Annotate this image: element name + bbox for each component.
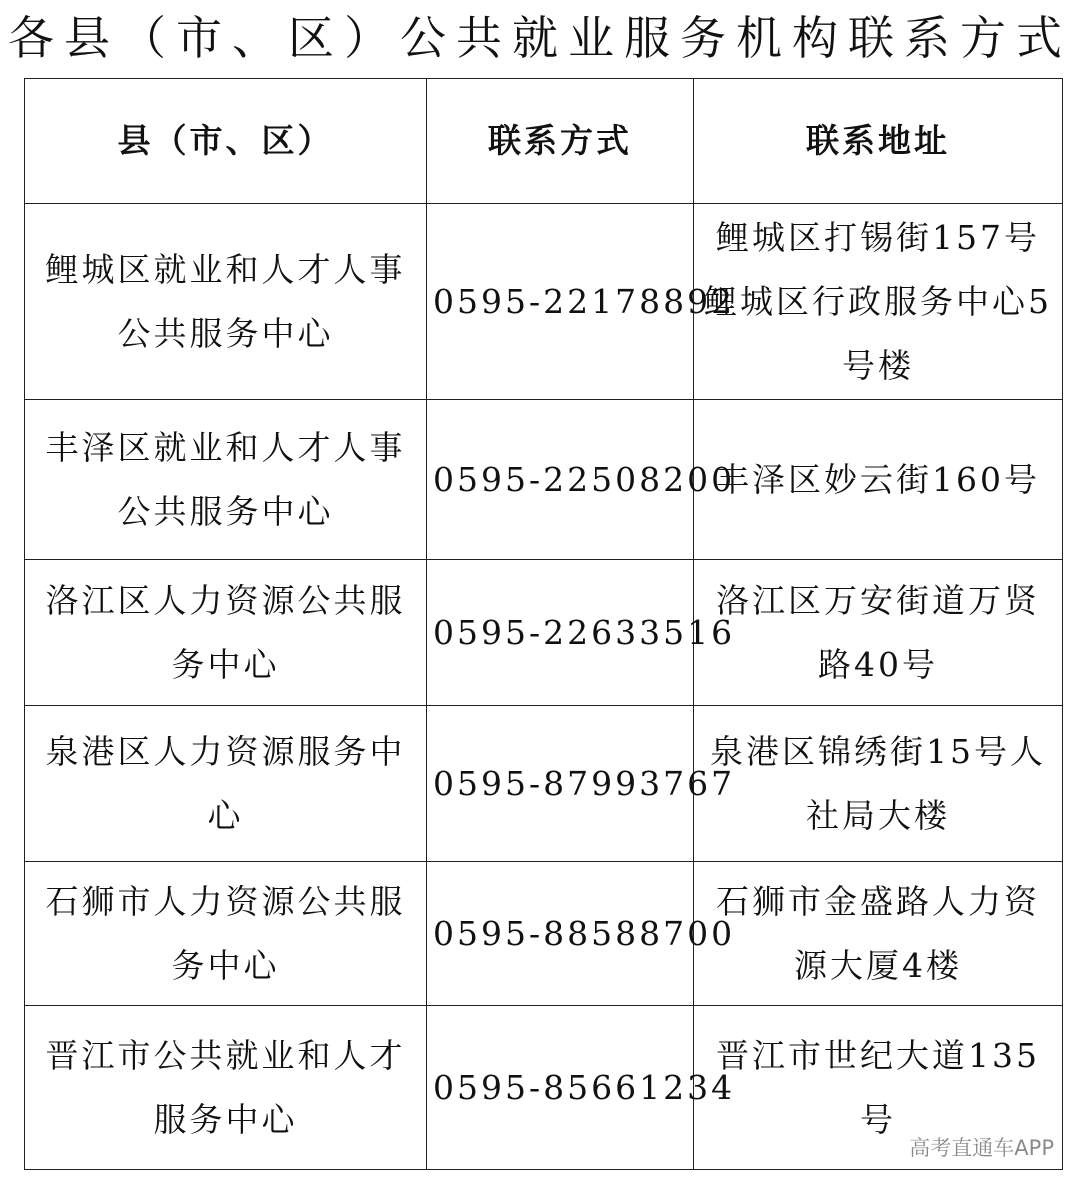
agency-cell: 泉港区人力资源服务中心 — [25, 706, 427, 862]
watermark-text: 高考直通车APP — [909, 1136, 1054, 1160]
agency-cell: 晋江市公共就业和人才服务中心 — [25, 1006, 427, 1170]
agency-cell: 丰泽区就业和人才人事公共服务中心 — [25, 400, 427, 560]
address-cell: 石狮市金盛路人力资源大厦4楼 — [694, 862, 1063, 1006]
contact-table — [24, 78, 1063, 1170]
phone-cell: 0595-88588700 — [427, 862, 694, 1006]
address-cell: 丰泽区妙云街160号 — [694, 400, 1063, 560]
table-row — [25, 862, 1063, 1006]
table-row — [25, 560, 1063, 706]
agency-cell: 石狮市人力资源公共服务中心 — [25, 862, 427, 1006]
table-row — [25, 706, 1063, 862]
phone-cell: 0595-22633516 — [427, 560, 694, 706]
phone-cell: 0595-85661234 — [427, 1006, 694, 1170]
address-cell: 鲤城区打锡街157号鲤城区行政服务中心5号楼 — [694, 204, 1063, 400]
phone-cell: 0595-87993767 — [427, 706, 694, 862]
address-cell: 洛江区万安街道万贤路40号 — [694, 560, 1063, 706]
table-row — [25, 204, 1063, 400]
table-header-row — [25, 79, 1063, 204]
phone-cell: 0595-22178892 — [427, 204, 694, 400]
table-row — [25, 1006, 1063, 1170]
address-cell: 晋江市世纪大道135号 — [694, 1006, 1063, 1170]
page-title: 各县（市、区）公共就业服务机构联系方式 — [8, 11, 1072, 65]
address-cell: 泉港区锦绣街15号人社局大楼 — [694, 706, 1063, 862]
agency-cell: 鲤城区就业和人才人事公共服务中心 — [25, 204, 427, 400]
phone-cell: 0595-22508200 — [427, 400, 694, 560]
header-county: 县（市、区） — [25, 79, 427, 204]
agency-cell: 洛江区人力资源公共服务中心 — [25, 560, 427, 706]
table-row — [25, 400, 1063, 560]
header-phone: 联系方式 — [427, 79, 694, 204]
header-address: 联系地址 — [694, 79, 1063, 204]
